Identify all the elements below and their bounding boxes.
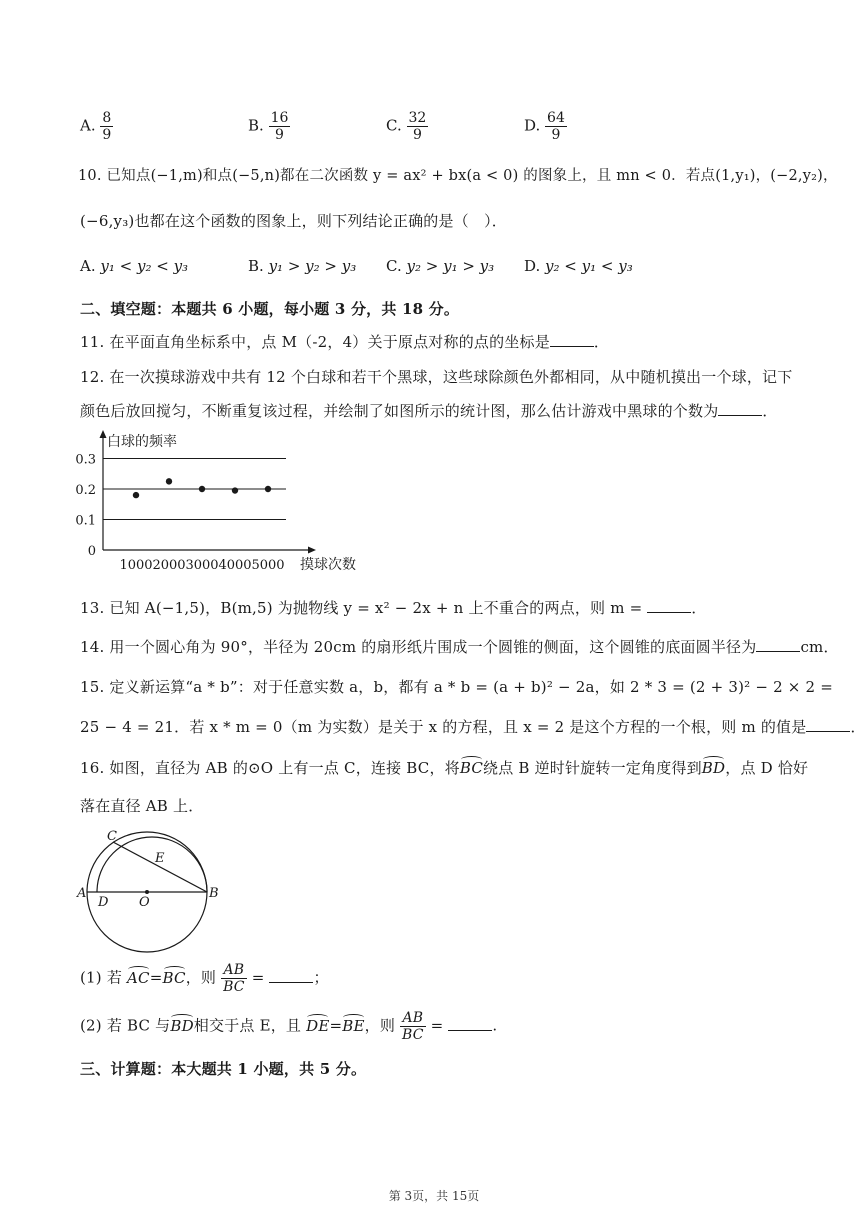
answer-blank [756,639,800,652]
q13: 13. 已知 A(−1,5)，B(m,5) 为抛物线 y = x² − 2x + n 上不重合的两点，则 m = ． [80,599,707,617]
fraction: $\frac{16}{9}$ [270,110,289,144]
q16-line1: 16. 如图，直径为 AB 的⊙O 上有一点 C，连接 BC，将BC绕点 B 逆时针旋转一定角度得到BD，点 D 恰好 [80,759,809,777]
data-points [133,478,271,498]
circle-diagram [75,828,225,954]
q9-option-a: A. $\frac{8}{9}$ [80,110,112,144]
q10-option-c: C. y₂ > y₁ > y₃ [386,257,495,275]
x-axis-arrow [308,547,316,554]
arc-de: DE [306,1016,330,1035]
q9-option-c: C. $\frac{32}{9}$ [386,110,427,144]
q10-option-a: A. y₁ < y₂ < y₃ [80,257,189,275]
label-d: D [98,895,109,910]
data-point [265,486,271,492]
q10-line2: (−6,y₃)也都在这个函数的图象上，则下列结论正确的是（ ）． [80,212,507,230]
fraction-ab-bc: $\frac{AB}{BC}$ [223,962,245,996]
x-tick-label: 5000 [251,558,285,573]
y-tick-label: 0 [87,544,96,559]
arc-ac: AC [127,968,150,987]
label-a: A [77,886,87,901]
label-o: O [139,895,150,910]
frequency-chart [60,428,380,576]
answer-blank [718,403,762,416]
center-point [145,890,149,894]
q9-option-b: B. $\frac{16}{9}$ [248,110,289,144]
q10-option-b: B. y₁ > y₂ > y₃ [248,257,357,275]
arc-be: BE [342,1016,365,1035]
answer-blank [647,600,691,613]
x-tick-label: 3000 [185,558,219,573]
data-point [133,492,139,498]
fraction: $\frac{32}{9}$ [408,110,427,144]
q15-line1: 15. 定义新运算“a * b”：对于任意实数 a，b，都有 a * b = (a + b)² − 2a，如 2 * 3 = (2 + 3)² − 2 × 2 = [80,678,834,696]
fraction-ab-bc: $\frac{AB}{BC}$ [402,1010,424,1044]
arc-bd: BD [170,1016,194,1035]
section2-title: 二、填空题：本题共 6 小题，每小题 3 分，共 18 分。 [80,300,460,318]
label-b: B [209,886,219,901]
q16-line2: 落在直径 AB 上． [80,797,204,815]
data-point [199,486,205,492]
arc-bd: BD [701,759,726,777]
q10-line1: 10. 已知点(−1,m)和点(−5,n)都在二次函数 y = ax² + bx(a < 0) 的图象上，且 mn < 0．若点(1,y₁)，(−2,y₂)， [78,168,838,184]
x-axis-label: 摸球次数 [300,557,356,573]
answer-blank [448,1018,492,1031]
y-axis-label: 白球的频率 [107,434,177,450]
fraction: $\frac{64}{9}$ [547,110,565,144]
y-tick-label: 0.1 [75,513,96,529]
q12-line1: 12. 在一次摸球游戏中共有 12 个白球和若干个黑球，这些球除颜色外都相同，从中随机摸出一个球，记下 [80,368,793,386]
y-tick-labels [75,453,96,560]
y-axis-arrow [100,430,107,438]
chart-grid [103,459,286,520]
answer-blank [550,334,594,347]
arc-bc: BC [162,968,186,987]
chord-bc [113,842,207,892]
answer-blank [269,970,313,983]
q12-line2: 颜色后放回搅匀，不断重复该过程，并绘制了如图所示的统计图，那么估计游戏中黑球的个数为 ． [80,402,778,420]
data-point [232,487,238,493]
x-tick-label: 1000 [119,558,153,573]
q16-sub2: (2) 若 BC 与BD相交于点 E，且 DE=BE，则 $\frac{AB}{BC}$ = . [80,1010,498,1044]
q11: 11. 在平面直角坐标系中，点 M（-2，4）关于原点对称的点的坐标是 ． [80,333,610,351]
q16-sub1: (1) 若 AC=BC，则 $\frac{AB}{BC}$ = ； [80,962,329,996]
arc-bc: BC [459,759,484,777]
q10-option-d: D. y₂ < y₁ < y₃ [524,257,633,275]
section3-title: 三、计算题：本大题共 1 小题，共 5 分。 [80,1060,367,1078]
x-tick-labels [119,558,284,573]
x-tick-label: 4000 [218,558,252,573]
y-tick-label: 0.2 [75,483,96,498]
q9-option-d: D. $\frac{64}{9}$ [524,110,565,144]
page-footer: 第 3页，共 15页 [388,1189,480,1203]
fraction: $\frac{8}{9}$ [102,110,112,144]
x-tick-label: 2000 [152,558,186,573]
y-tick-label: 0.3 [75,452,96,468]
label-e: E [155,851,165,866]
label-c: C [107,829,117,844]
answer-blank [806,719,850,732]
q15-line2: 25 − 4 = 21．若 x * m = 0（m 为实数）是关于 x 的方程，且 x = 2 是这个方程的一个根，则 m 的值是 ． [80,718,866,736]
data-point [166,478,172,484]
q14: 14. 用一个圆心角为 90°，半径为 20cm 的扇形纸片围成一个圆锥的侧面，这个圆锥的底面圆半径为 cm． [80,638,839,656]
